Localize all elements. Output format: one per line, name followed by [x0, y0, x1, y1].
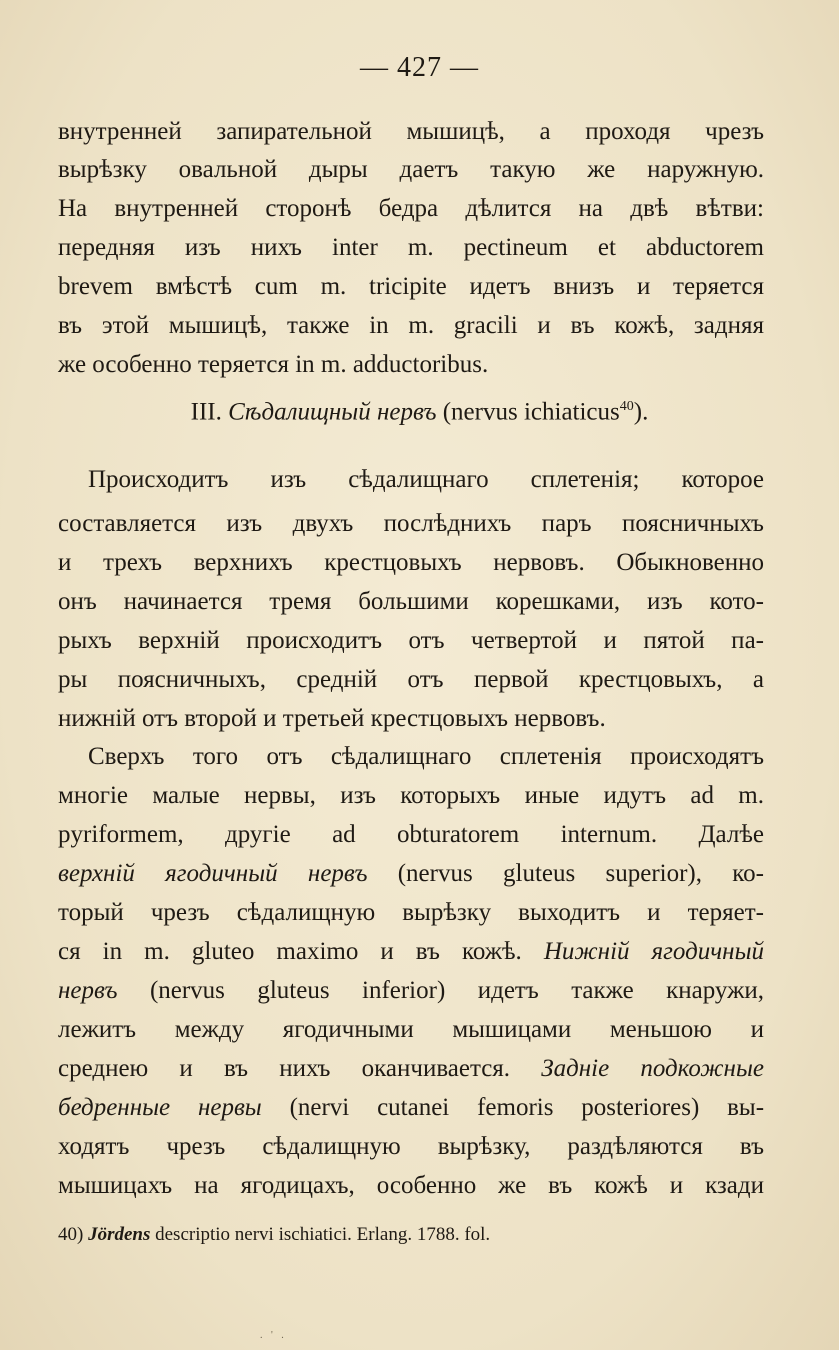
text-line: многіе малые нервы, изъ которыхъ иные идутъ ad m.: [58, 782, 764, 809]
text-line: составляется изъ двухъ послѣднихъ паръ поясничныхъ: [58, 510, 764, 537]
italic-term: Задніе подкожные: [541, 1055, 764, 1082]
footnote: [58, 1222, 490, 1248]
text-line: [58, 859, 764, 889]
text-span: (nervi cutanei femoris posteriores) вы-: [289, 1094, 765, 1121]
italic-term: нервъ: [58, 977, 118, 1004]
text-line: передняя изъ нихъ inter m. pectineum et abductorem: [58, 234, 764, 261]
text-line: [58, 1093, 764, 1123]
text-line: же особенно теряется in m. adductoribus.: [58, 351, 489, 378]
footnote-number: 40): [58, 1224, 84, 1245]
text-line: [58, 976, 764, 1006]
footnote-author: Jördens: [88, 1224, 151, 1245]
text-span: среднею и въ нихъ оканчивается.: [58, 1055, 511, 1082]
text-line: торый чрезъ сѣдалищную вырѣзку выходитъ и теряет-: [58, 899, 764, 926]
text-span: (nervus gluteus superior), ко-: [397, 860, 765, 887]
italic-term: Нижній ягодичный: [543, 938, 765, 965]
text-line: мышицахъ на ягодицахъ, особенно же въ кожѣ и кзади: [58, 1172, 764, 1199]
text-line: рыхъ верхній происходитъ отъ четвертой и пятой па-: [58, 627, 764, 654]
text-line: pyriformem, другіе ad obturatorem internum. Далѣе: [58, 821, 764, 848]
page-number: — 427 —: [360, 52, 479, 83]
text-line: вырѣзку овальной дыры даетъ такую же наружную.: [58, 156, 764, 183]
text-line: [58, 1054, 764, 1084]
text-line: лежитъ между ягодичными мышицами меньшою и: [58, 1016, 764, 1043]
text-span: ся in m. gluteo maximo и въ кожѣ.: [58, 938, 522, 965]
footnote-text: descriptio nervi ischiatici. Erlang. 1788. fol.: [155, 1224, 491, 1245]
section-heading: [0, 392, 839, 427]
text-line: и трехъ верхнихъ крестцовыхъ нервовъ. Обыкновенно: [58, 549, 764, 576]
text-line: онъ начинается тремя большими корешками, изъ кото-: [58, 588, 764, 615]
text-line: нижній отъ второй и третьей крестцовыхъ нервовъ.: [58, 705, 606, 732]
heading-title: Сѣдалищный нервъ: [228, 398, 437, 426]
text-line: На внутренней сторонѣ бедра дѣлится на двѣ вѣтви:: [58, 195, 764, 222]
text-line: ходятъ чрезъ сѣдалищную вырѣзку, раздѣляются въ: [58, 1133, 764, 1160]
text-line: ры поясничныхъ, средній отъ первой крестцовыхъ, а: [58, 666, 764, 693]
text-line: brevem вмѣстѣ cum m. tricipite идетъ внизъ и теряется: [58, 273, 764, 300]
text-line: [58, 937, 764, 967]
footnote-reference: 40: [619, 399, 634, 414]
italic-term: верхній ягодичный нервъ: [58, 860, 368, 887]
italic-term: бедренные нервы: [58, 1094, 262, 1121]
page-specks: . ' .: [260, 1330, 287, 1341]
heading-latin: (nervus ichiaticus: [442, 398, 620, 426]
text-line: Сверхъ того отъ сѣдалищнаго сплетенія происходятъ: [88, 743, 764, 770]
text-line: внутренней запирательной мышицѣ, а проходя чрезъ: [58, 118, 764, 145]
text-line: Происходитъ изъ сѣдалищнаго сплетенія; которое: [88, 466, 764, 493]
text-span: (nervus gluteus inferior) идетъ также кнаружи,: [149, 977, 765, 1004]
heading-numeral: III.: [190, 398, 222, 426]
heading-close: ).: [633, 398, 649, 426]
text-line: въ этой мышицѣ, также in m. gracili и въ кожѣ, задняя: [58, 312, 764, 339]
